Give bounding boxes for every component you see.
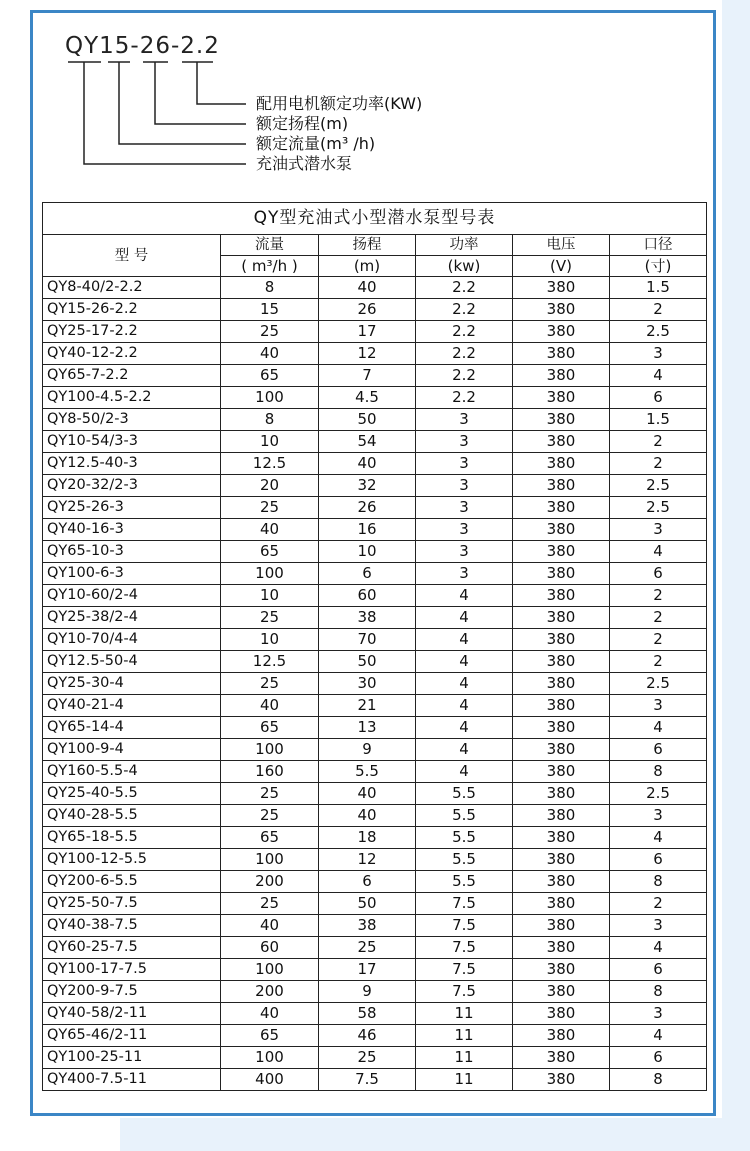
cell-head: 17	[319, 321, 416, 343]
cell-voltage: 380	[513, 277, 610, 299]
table-row	[43, 695, 707, 717]
table-row	[43, 519, 707, 541]
cell-flow: 10	[221, 585, 319, 607]
table-row	[43, 563, 707, 585]
unit-caliber: (寸)	[610, 256, 707, 277]
cell-model: QY200-6-5.5	[43, 871, 221, 893]
cell-voltage: 380	[513, 585, 610, 607]
cell-voltage: 380	[513, 937, 610, 959]
cell-voltage: 380	[513, 629, 610, 651]
legend-pump-type: 充油式潜水泵	[256, 154, 353, 173]
cell-caliber: 2	[610, 585, 707, 607]
cell-power: 11	[416, 1003, 513, 1025]
cell-head: 46	[319, 1025, 416, 1047]
cell-voltage: 380	[513, 519, 610, 541]
table-row	[43, 849, 707, 871]
cell-model: QY100-17-7.5	[43, 959, 221, 981]
cell-model: QY25-38/2-4	[43, 607, 221, 629]
cell-flow: 15	[221, 299, 319, 321]
cell-model: QY400-7.5-11	[43, 1069, 221, 1091]
cell-model: QY65-14-4	[43, 717, 221, 739]
cell-model: QY100-9-4	[43, 739, 221, 761]
cell-power: 5.5	[416, 849, 513, 871]
cell-model: QY25-40-5.5	[43, 783, 221, 805]
cell-flow: 40	[221, 519, 319, 541]
cell-flow: 100	[221, 959, 319, 981]
page-margin-bottom	[120, 1118, 750, 1151]
cell-head: 38	[319, 607, 416, 629]
table-row	[43, 607, 707, 629]
cell-power: 4	[416, 717, 513, 739]
cell-head: 40	[319, 783, 416, 805]
cell-power: 2.2	[416, 321, 513, 343]
cell-model: QY12.5-50-4	[43, 651, 221, 673]
cell-model: QY10-54/3-3	[43, 431, 221, 453]
cell-model: QY100-12-5.5	[43, 849, 221, 871]
legend-flow: 额定流量(m³ /h)	[256, 134, 376, 153]
table-row	[43, 1047, 707, 1069]
cell-head: 60	[319, 585, 416, 607]
cell-power: 7.5	[416, 981, 513, 1003]
cell-head: 12	[319, 343, 416, 365]
unit-voltage: (V)	[513, 256, 610, 277]
cell-power: 2.2	[416, 299, 513, 321]
cell-model: QY65-46/2-11	[43, 1025, 221, 1047]
cell-flow: 100	[221, 563, 319, 585]
cell-voltage: 380	[513, 651, 610, 673]
cell-flow: 12.5	[221, 651, 319, 673]
cell-flow: 65	[221, 717, 319, 739]
cell-model: QY40-38-7.5	[43, 915, 221, 937]
cell-model: QY100-25-11	[43, 1047, 221, 1069]
cell-flow: 25	[221, 783, 319, 805]
cell-power: 3	[416, 409, 513, 431]
cell-caliber: 3	[610, 805, 707, 827]
unit-flow: ( m³/h )	[221, 256, 319, 277]
table-row	[43, 365, 707, 387]
cell-head: 5.5	[319, 761, 416, 783]
cell-caliber: 4	[610, 365, 707, 387]
cell-power: 2.2	[416, 343, 513, 365]
cell-power: 4	[416, 607, 513, 629]
cell-head: 21	[319, 695, 416, 717]
cell-voltage: 380	[513, 849, 610, 871]
cell-flow: 40	[221, 343, 319, 365]
cell-caliber: 6	[610, 739, 707, 761]
cell-voltage: 380	[513, 805, 610, 827]
cell-flow: 65	[221, 365, 319, 387]
cell-flow: 10	[221, 629, 319, 651]
table-row	[43, 585, 707, 607]
unit-power: (kw)	[416, 256, 513, 277]
cell-flow: 60	[221, 937, 319, 959]
cell-power: 2.2	[416, 387, 513, 409]
header-flow: 流量	[221, 235, 319, 256]
cell-flow: 25	[221, 497, 319, 519]
cell-model: QY8-50/2-3	[43, 409, 221, 431]
model-code: QY15-26-2.2	[65, 33, 220, 59]
cell-flow: 12.5	[221, 453, 319, 475]
cell-caliber: 2	[610, 431, 707, 453]
cell-model: QY60-25-7.5	[43, 937, 221, 959]
cell-head: 32	[319, 475, 416, 497]
cell-power: 3	[416, 475, 513, 497]
cell-power: 4	[416, 695, 513, 717]
cell-flow: 160	[221, 761, 319, 783]
cell-head: 6	[319, 871, 416, 893]
cell-voltage: 380	[513, 607, 610, 629]
cell-voltage: 380	[513, 827, 610, 849]
cell-voltage: 380	[513, 321, 610, 343]
cell-model: QY65-18-5.5	[43, 827, 221, 849]
table-row	[43, 1025, 707, 1047]
table-row	[43, 827, 707, 849]
cell-head: 9	[319, 739, 416, 761]
cell-head: 7	[319, 365, 416, 387]
cell-power: 3	[416, 453, 513, 475]
table-title: QY型充油式小型潜水泵型号表	[43, 203, 707, 235]
cell-model: QY100-4.5-2.2	[43, 387, 221, 409]
cell-head: 7.5	[319, 1069, 416, 1091]
cell-model: QY15-26-2.2	[43, 299, 221, 321]
table-row	[43, 651, 707, 673]
cell-model: QY10-60/2-4	[43, 585, 221, 607]
cell-flow: 65	[221, 827, 319, 849]
cell-voltage: 380	[513, 871, 610, 893]
table-row	[43, 475, 707, 497]
cell-caliber: 2	[610, 299, 707, 321]
table-row	[43, 453, 707, 475]
cell-model: QY12.5-40-3	[43, 453, 221, 475]
cell-head: 40	[319, 277, 416, 299]
cell-flow: 40	[221, 915, 319, 937]
cell-voltage: 380	[513, 783, 610, 805]
table-row	[43, 497, 707, 519]
cell-caliber: 3	[610, 519, 707, 541]
cell-caliber: 2	[610, 651, 707, 673]
cell-power: 4	[416, 629, 513, 651]
cell-power: 7.5	[416, 959, 513, 981]
cell-flow: 8	[221, 277, 319, 299]
cell-voltage: 380	[513, 959, 610, 981]
cell-voltage: 380	[513, 343, 610, 365]
cell-caliber: 8	[610, 761, 707, 783]
cell-head: 16	[319, 519, 416, 541]
table-row	[43, 805, 707, 827]
cell-head: 40	[319, 805, 416, 827]
cell-caliber: 4	[610, 717, 707, 739]
table-row	[43, 343, 707, 365]
table-row	[43, 981, 707, 1003]
table-row	[43, 915, 707, 937]
cell-flow: 200	[221, 871, 319, 893]
cell-head: 54	[319, 431, 416, 453]
table-row	[43, 937, 707, 959]
table-row	[43, 959, 707, 981]
cell-voltage: 380	[513, 1003, 610, 1025]
cell-model: QY25-26-3	[43, 497, 221, 519]
cell-head: 9	[319, 981, 416, 1003]
table-row	[43, 277, 707, 299]
cell-head: 50	[319, 409, 416, 431]
cell-caliber: 8	[610, 1069, 707, 1091]
cell-power: 7.5	[416, 915, 513, 937]
cell-model: QY65-7-2.2	[43, 365, 221, 387]
cell-power: 7.5	[416, 937, 513, 959]
header-head: 扬程	[319, 235, 416, 256]
cell-caliber: 1.5	[610, 409, 707, 431]
header-power: 功率	[416, 235, 513, 256]
cell-power: 4	[416, 761, 513, 783]
cell-power: 5.5	[416, 783, 513, 805]
cell-head: 25	[319, 937, 416, 959]
table-row	[43, 321, 707, 343]
cell-flow: 10	[221, 431, 319, 453]
cell-power: 2.2	[416, 277, 513, 299]
cell-caliber: 6	[610, 849, 707, 871]
cell-voltage: 380	[513, 915, 610, 937]
cell-caliber: 2.5	[610, 783, 707, 805]
cell-power: 3	[416, 563, 513, 585]
cell-flow: 65	[221, 541, 319, 563]
cell-voltage: 380	[513, 1025, 610, 1047]
table-row	[43, 299, 707, 321]
cell-caliber: 6	[610, 1047, 707, 1069]
cell-model: QY40-21-4	[43, 695, 221, 717]
cell-head: 26	[319, 497, 416, 519]
table-row	[43, 387, 707, 409]
cell-voltage: 380	[513, 673, 610, 695]
model-spec-table	[42, 202, 707, 1091]
cell-power: 11	[416, 1025, 513, 1047]
cell-caliber: 2.5	[610, 321, 707, 343]
cell-model: QY100-6-3	[43, 563, 221, 585]
cell-power: 3	[416, 519, 513, 541]
cell-power: 5.5	[416, 805, 513, 827]
cell-caliber: 1.5	[610, 277, 707, 299]
table-body	[43, 277, 707, 1091]
cell-model: QY40-28-5.5	[43, 805, 221, 827]
cell-flow: 40	[221, 1003, 319, 1025]
cell-flow: 40	[221, 695, 319, 717]
cell-voltage: 380	[513, 387, 610, 409]
cell-flow: 65	[221, 1025, 319, 1047]
cell-voltage: 380	[513, 475, 610, 497]
table-row	[43, 871, 707, 893]
table-row	[43, 1069, 707, 1091]
cell-power: 11	[416, 1047, 513, 1069]
cell-power: 4	[416, 585, 513, 607]
cell-head: 50	[319, 893, 416, 915]
cell-power: 5.5	[416, 871, 513, 893]
cell-caliber: 8	[610, 871, 707, 893]
cell-model: QY160-5.5-4	[43, 761, 221, 783]
cell-caliber: 8	[610, 981, 707, 1003]
cell-flow: 100	[221, 849, 319, 871]
leader-power	[197, 62, 246, 104]
cell-power: 3	[416, 431, 513, 453]
cell-head: 25	[319, 1047, 416, 1069]
cell-power: 4	[416, 673, 513, 695]
cell-model: QY200-9-7.5	[43, 981, 221, 1003]
cell-head: 30	[319, 673, 416, 695]
cell-power: 3	[416, 541, 513, 563]
cell-flow: 400	[221, 1069, 319, 1091]
cell-caliber: 6	[610, 959, 707, 981]
header-voltage: 电压	[513, 235, 610, 256]
leader-head	[155, 62, 246, 124]
table-row	[43, 739, 707, 761]
cell-voltage: 380	[513, 695, 610, 717]
cell-head: 26	[319, 299, 416, 321]
cell-head: 38	[319, 915, 416, 937]
cell-caliber: 6	[610, 387, 707, 409]
cell-head: 6	[319, 563, 416, 585]
cell-caliber: 4	[610, 541, 707, 563]
cell-head: 13	[319, 717, 416, 739]
table-row	[43, 431, 707, 453]
cell-model: QY40-58/2-11	[43, 1003, 221, 1025]
cell-head: 50	[319, 651, 416, 673]
cell-model: QY25-50-7.5	[43, 893, 221, 915]
cell-voltage: 380	[513, 893, 610, 915]
table-row	[43, 783, 707, 805]
cell-head: 10	[319, 541, 416, 563]
cell-power: 2.2	[416, 365, 513, 387]
cell-caliber: 2	[610, 607, 707, 629]
cell-flow: 25	[221, 673, 319, 695]
cell-caliber: 4	[610, 937, 707, 959]
header-caliber: 口径	[610, 235, 707, 256]
cell-voltage: 380	[513, 299, 610, 321]
cell-flow: 8	[221, 409, 319, 431]
cell-voltage: 380	[513, 739, 610, 761]
cell-caliber: 3	[610, 343, 707, 365]
cell-caliber: 2.5	[610, 475, 707, 497]
table-row	[43, 761, 707, 783]
cell-head: 40	[319, 453, 416, 475]
cell-caliber: 2	[610, 629, 707, 651]
cell-flow: 200	[221, 981, 319, 1003]
cell-head: 4.5	[319, 387, 416, 409]
cell-caliber: 3	[610, 915, 707, 937]
cell-power: 5.5	[416, 827, 513, 849]
cell-head: 70	[319, 629, 416, 651]
cell-voltage: 380	[513, 1047, 610, 1069]
cell-voltage: 380	[513, 1069, 610, 1091]
cell-voltage: 380	[513, 365, 610, 387]
cell-voltage: 380	[513, 563, 610, 585]
legend-power: 配用电机额定功率(KW)	[256, 94, 423, 113]
table-row	[43, 409, 707, 431]
table-row	[43, 893, 707, 915]
table-row	[43, 629, 707, 651]
cell-model: QY8-40/2-2.2	[43, 277, 221, 299]
cell-caliber: 2.5	[610, 497, 707, 519]
legend-head: 额定扬程(m)	[256, 114, 349, 133]
cell-voltage: 380	[513, 761, 610, 783]
cell-flow: 25	[221, 893, 319, 915]
cell-flow: 25	[221, 805, 319, 827]
cell-head: 58	[319, 1003, 416, 1025]
cell-model: QY40-12-2.2	[43, 343, 221, 365]
cell-model: QY10-70/4-4	[43, 629, 221, 651]
cell-model: QY25-30-4	[43, 673, 221, 695]
cell-model: QY25-17-2.2	[43, 321, 221, 343]
table-row	[43, 541, 707, 563]
unit-head: (m)	[319, 256, 416, 277]
cell-voltage: 380	[513, 409, 610, 431]
cell-voltage: 380	[513, 497, 610, 519]
cell-caliber: 2	[610, 453, 707, 475]
table-row	[43, 717, 707, 739]
cell-flow: 100	[221, 387, 319, 409]
cell-power: 4	[416, 651, 513, 673]
table-row	[43, 1003, 707, 1025]
leader-type	[84, 62, 246, 164]
cell-flow: 100	[221, 739, 319, 761]
cell-caliber: 6	[610, 563, 707, 585]
cell-power: 3	[416, 497, 513, 519]
header-model: 型 号	[43, 235, 221, 277]
cell-voltage: 380	[513, 981, 610, 1003]
cell-caliber: 3	[610, 695, 707, 717]
cell-flow: 20	[221, 475, 319, 497]
cell-flow: 25	[221, 607, 319, 629]
cell-power: 4	[416, 739, 513, 761]
cell-caliber: 2	[610, 893, 707, 915]
cell-model: QY20-32/2-3	[43, 475, 221, 497]
cell-caliber: 4	[610, 1025, 707, 1047]
cell-model: QY65-10-3	[43, 541, 221, 563]
cell-head: 12	[319, 849, 416, 871]
table-row	[43, 673, 707, 695]
cell-flow: 100	[221, 1047, 319, 1069]
cell-power: 11	[416, 1069, 513, 1091]
cell-voltage: 380	[513, 717, 610, 739]
cell-voltage: 380	[513, 453, 610, 475]
cell-caliber: 3	[610, 1003, 707, 1025]
cell-voltage: 380	[513, 431, 610, 453]
cell-power: 7.5	[416, 893, 513, 915]
cell-voltage: 380	[513, 541, 610, 563]
cell-head: 17	[319, 959, 416, 981]
cell-model: QY40-16-3	[43, 519, 221, 541]
leader-flow	[119, 62, 246, 144]
cell-head: 18	[319, 827, 416, 849]
cell-caliber: 2.5	[610, 673, 707, 695]
cell-caliber: 4	[610, 827, 707, 849]
cell-flow: 25	[221, 321, 319, 343]
